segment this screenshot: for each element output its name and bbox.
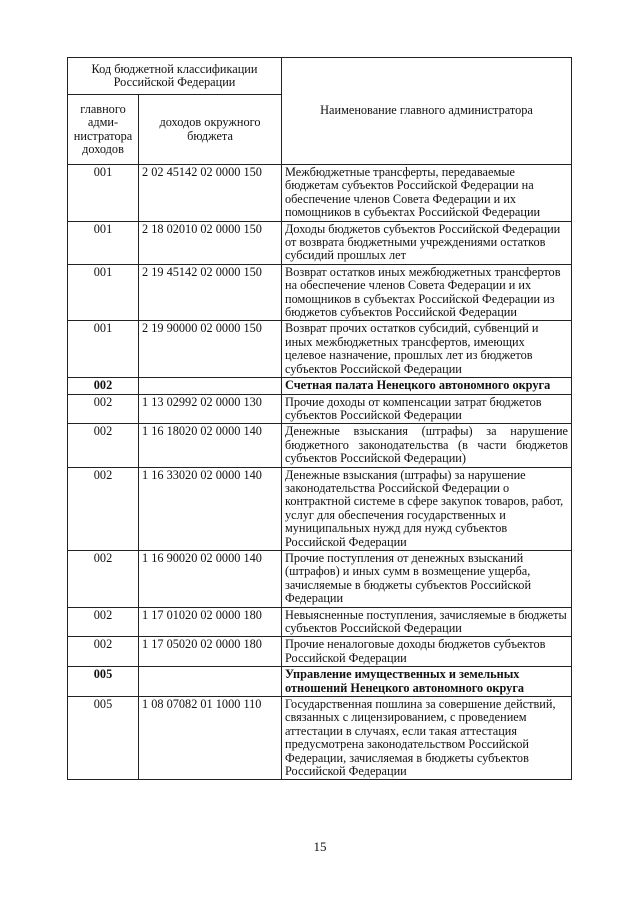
administrator-name-cell: Прочие поступления от денежных взысканий (штрафов) и иных сумм в возмещение ущерба, зачисляемые в бюджеты субъектов Российской Федерации [282,550,572,607]
administrator-name-cell: Возврат остатков иных межбюджетных трансфертов на обеспечение членов Совета Федерации и их помощников в субъектах Российской Федерации из бюджетов субъектов Российской Федерации [282,264,572,321]
table-row [68,321,572,378]
administrator-name-cell: Государственная пошлина за совершение действий, связанных с лицензированием, с проведением аттестации в случаях, если такая аттестация предусмотрена законодательством Российской Федерации, зачисляемая в бюджеты субъектов Российской Федерации [282,697,572,780]
revenue-code-cell: 2 18 02010 02 0000 150 [139,221,282,264]
administrator-name-cell: Прочие доходы от компенсации затрат бюджетов субъектов Российской Федерации [282,394,572,424]
revenue-code-cell: 1 17 01020 02 0000 180 [139,607,282,637]
revenue-code-cell: 2 02 45142 02 0000 150 [139,165,282,222]
budget-classification-table [67,57,572,780]
header-col-admin: главного адми-нистратора доходов [68,95,139,165]
table-row [68,697,572,780]
table-section-row [68,667,572,697]
header-col-code: доходов окружного бюджета [139,95,282,165]
administrator-name-cell: Невыясненные поступления, зачисляемые в бюджеты субъектов Российской Федерации [282,607,572,637]
table-row [68,221,572,264]
admin-code-cell: 002 [68,467,139,550]
revenue-code-cell: 1 17 05020 02 0000 180 [139,637,282,667]
table-row [68,394,572,424]
administrator-name-cell: Прочие неналоговые доходы бюджетов субъектов Российской Федерации [282,637,572,667]
header-col-name: Наименование главного администратора [282,58,572,165]
admin-code-cell: 005 [68,697,139,780]
admin-code-cell: 001 [68,221,139,264]
admin-code-cell: 002 [68,424,139,467]
header-group-title: Код бюджетной классификации Российской Федерации [68,58,282,95]
table-row [68,637,572,667]
table-body [68,165,572,780]
revenue-code-cell: 2 19 45142 02 0000 150 [139,264,282,321]
revenue-code-cell: 1 16 33020 02 0000 140 [139,467,282,550]
admin-code-cell: 001 [68,321,139,378]
revenue-code-cell: 1 16 90020 02 0000 140 [139,550,282,607]
admin-code-cell: 002 [68,378,139,394]
admin-code-cell: 002 [68,607,139,637]
admin-code-cell: 002 [68,550,139,607]
table-row [68,607,572,637]
admin-code-cell: 005 [68,667,139,697]
admin-code-cell: 001 [68,165,139,222]
revenue-code-cell: 1 13 02992 02 0000 130 [139,394,282,424]
administrator-name-cell: Счетная палата Ненецкого автономного округа [282,378,572,394]
revenue-code-cell [139,667,282,697]
admin-code-cell: 001 [68,264,139,321]
revenue-code-cell [139,378,282,394]
page-number: 15 [313,839,327,854]
admin-code-cell: 002 [68,394,139,424]
table-section-row [68,378,572,394]
administrator-name-cell: Возврат прочих остатков субсидий, субвенций и иных межбюджетных трансфертов, имеющих целевое назначение, прошлых лет из бюджетов субъектов Российской Федерации [282,321,572,378]
admin-code-cell: 002 [68,637,139,667]
table-row [68,264,572,321]
revenue-code-cell: 1 16 18020 02 0000 140 [139,424,282,467]
administrator-name-cell: Межбюджетные трансферты, передаваемые бюджетам субъектов Российской Федерации на обеспечение членов Совета Федерации и их помощников в субъектах Российской Федерации [282,165,572,222]
administrator-name-cell: Денежные взыскания (штрафы) за нарушение бюджетного законодательства (в части бюджетов субъектов Российской Федерации) [282,424,572,467]
table-row [68,467,572,550]
table-row [68,424,572,467]
table-row [68,165,572,222]
administrator-name-cell: Управление имущественных и земельных отношений Ненецкого автономного округа [282,667,572,697]
revenue-code-cell: 1 08 07082 01 1000 110 [139,697,282,780]
administrator-name-cell: Денежные взыскания (штрафы) за нарушение законодательства Российской Федерации о контрактной системе в сфере закупок товаров, работ, услуг для обеспечения государственных и муниципальных нужд для нужд субъектов Российской Федерации [282,467,572,550]
revenue-code-cell: 2 19 90000 02 0000 150 [139,321,282,378]
administrator-name-cell: Доходы бюджетов субъектов Российской Федерации от возврата бюджетными учреждениями остатков субсидий прошлых лет [282,221,572,264]
table-row [68,550,572,607]
